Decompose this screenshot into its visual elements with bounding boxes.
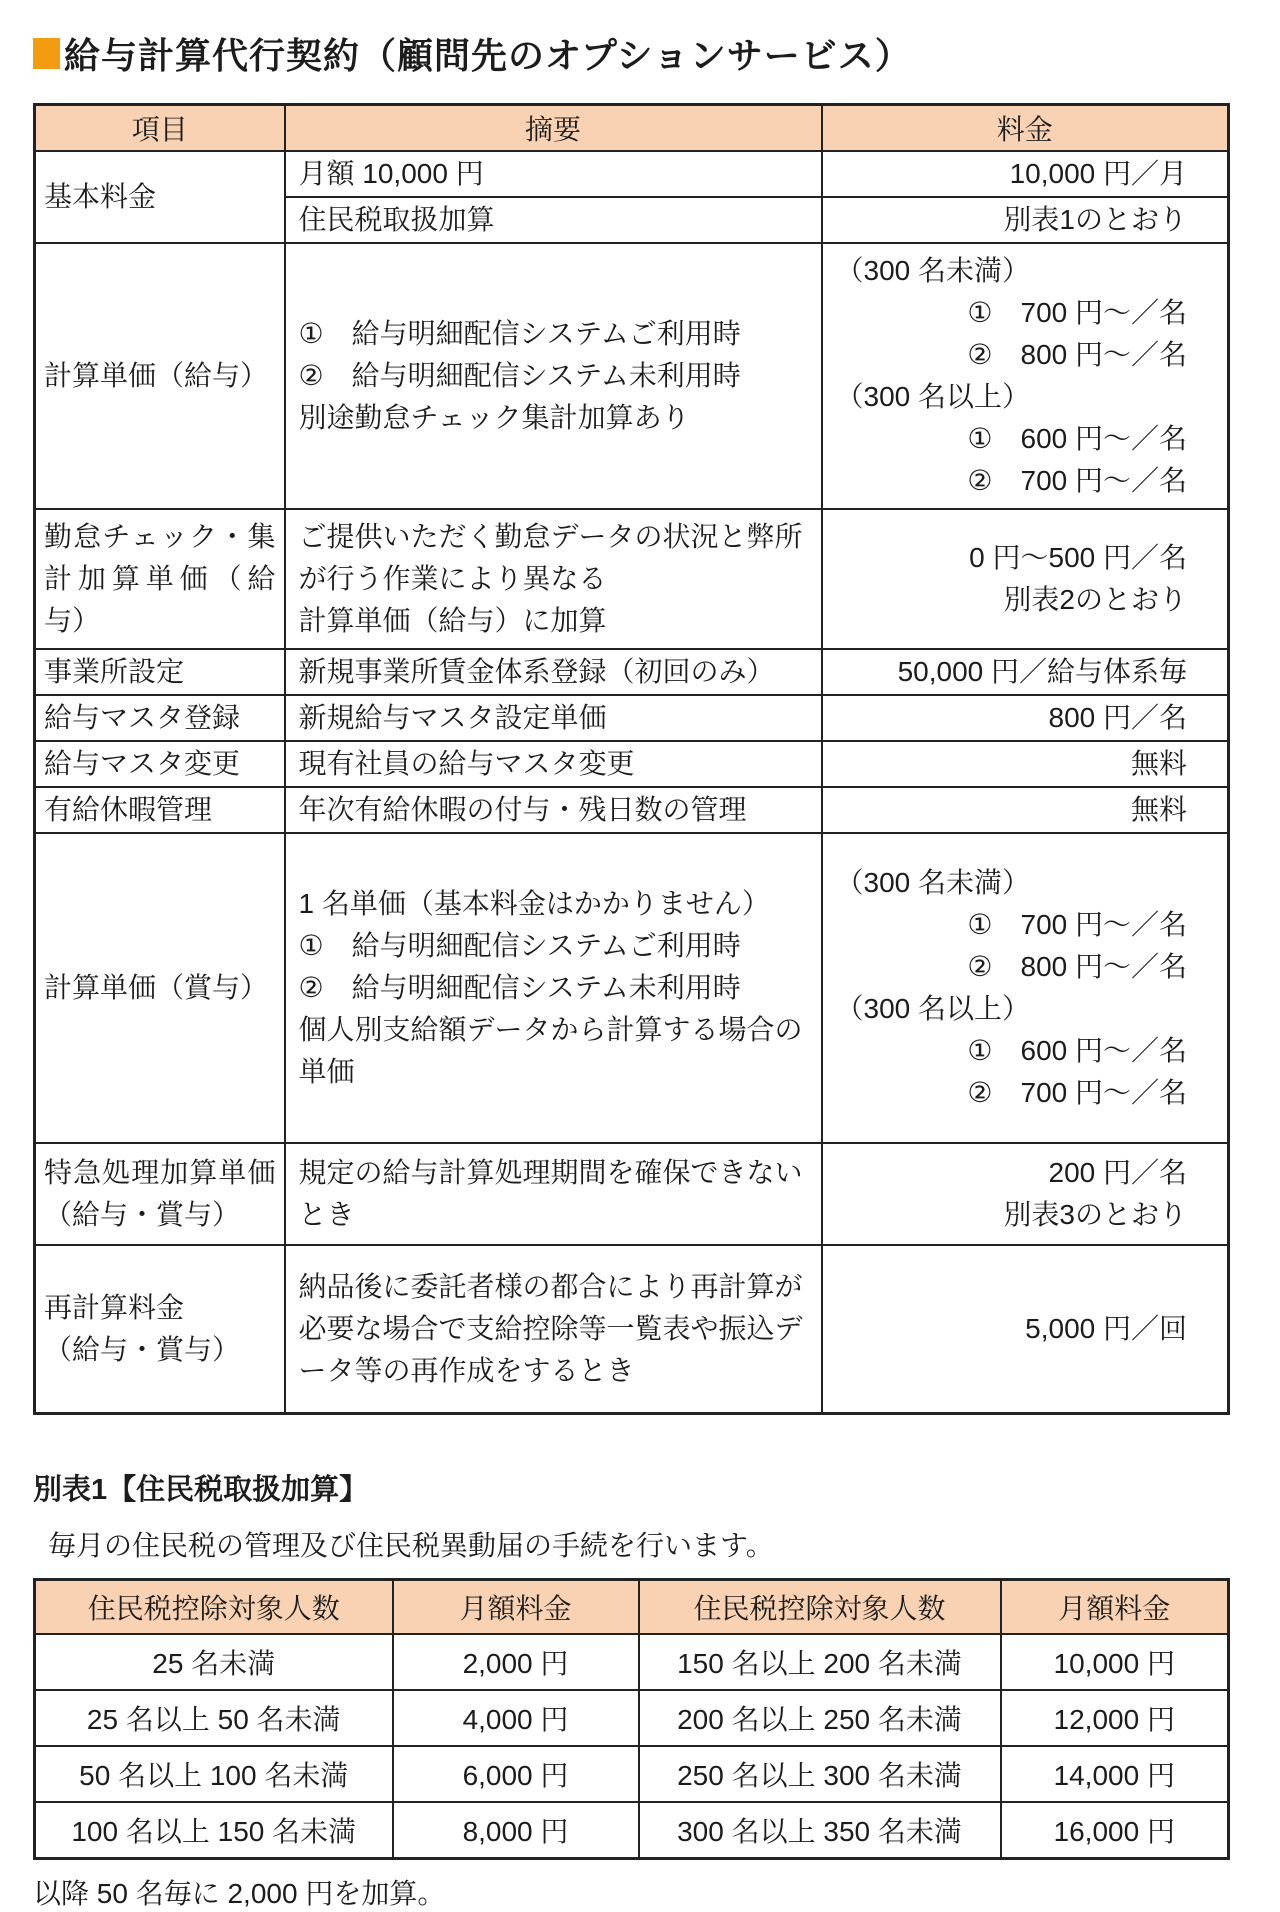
item-cell: 給与マスタ変更 [35, 741, 285, 787]
row-payroll-master-change [35, 741, 1229, 787]
col-header-summary: 摘要 [285, 105, 822, 152]
fee-line: ② 700 円〜／名 [967, 465, 1187, 496]
fee-cell: 別表1のとおり [822, 197, 1229, 243]
appendix1-table [33, 1578, 1230, 1860]
desc-cell: 規定の給与計算処理期間を確保できないとき [285, 1143, 822, 1245]
desc-cell [285, 509, 822, 649]
desc-line: 個人別支給額データから計算する場合の単価 [298, 1014, 803, 1087]
item-cell: 勤怠チェック・集計加算単価（給与） [35, 509, 285, 649]
desc-line: ② 給与明細配信システム未利用時 [298, 360, 741, 391]
item-cell [35, 1245, 285, 1414]
row-paid-leave-management [35, 787, 1229, 833]
item-cell: 特急処理加算単価（給与・賞与） [35, 1143, 285, 1245]
cell-fee: 6,000 円 [393, 1746, 639, 1802]
page-title-text: 給与計算代行契約（顧問先のオプションサービス） [64, 35, 912, 76]
fee-line: ① 600 円〜／名 [967, 1035, 1187, 1066]
row-calc-unit-salary [35, 243, 1229, 509]
table-row [35, 1802, 1229, 1859]
fee-cell: 50,000 円／給与体系毎 [822, 649, 1229, 695]
table-row [35, 1746, 1229, 1802]
row-recalculation-fee [35, 1245, 1229, 1414]
fee-line: 別表2のとおり [1003, 584, 1187, 615]
appendix1-footnote: 以降 50 名毎に 2,000 円を加算。 [33, 1878, 446, 1909]
cell-fee: 12,000 円 [1001, 1690, 1229, 1746]
fee-line: 0 円〜500 円／名 [969, 542, 1187, 573]
desc-cell: 新規事業所賃金体系登録（初回のみ） [285, 649, 822, 695]
fee-line: （300 名未満） [835, 255, 1030, 286]
item-cell: 有給休暇管理 [35, 787, 285, 833]
cell-count-range: 150 名以上 200 名未満 [639, 1634, 1001, 1690]
col-header-resident-tax-count-2: 住民税控除対象人数 [639, 1580, 1001, 1635]
pricing-table-header-row [35, 105, 1229, 152]
desc-cell: 納品後に委託者様の都合により再計算が必要な場合で支給控除等一覧表や振込データ等の再作成をするとき [285, 1245, 822, 1414]
cell-fee: 14,000 円 [1001, 1746, 1229, 1802]
item-cell: 計算単価（給与） [35, 243, 285, 509]
cell-count-range: 25 名未満 [35, 1634, 393, 1690]
fee-line: ① 600 円〜／名 [967, 423, 1187, 454]
col-header-fee: 料金 [822, 105, 1229, 152]
desc-line: 1 名単価（基本料金はかかりません） [298, 888, 770, 919]
cell-count-range: 250 名以上 300 名未満 [639, 1746, 1001, 1802]
fee-cell [822, 1143, 1229, 1245]
fee-cell [822, 833, 1229, 1143]
appendix1-heading: 別表1【住民税取扱加算】 [33, 1474, 369, 1506]
fee-line: （300 名未満） [835, 867, 1030, 898]
item-cell: 給与マスタ登録 [35, 695, 285, 741]
row-office-setup [35, 649, 1229, 695]
row-payroll-master-registration [35, 695, 1229, 741]
desc-cell: 住民税取扱加算 [285, 197, 822, 243]
item-cell: 基本料金 [35, 151, 285, 243]
cell-count-range: 50 名以上 100 名未満 [35, 1746, 393, 1802]
fee-cell: 5,000 円／回 [822, 1245, 1229, 1414]
title-bullet-icon [33, 38, 60, 69]
table-row [35, 1690, 1229, 1746]
cell-fee: 16,000 円 [1001, 1802, 1229, 1859]
fee-line: （300 名以上） [835, 381, 1030, 412]
col-header-item: 項目 [35, 105, 285, 152]
fee-line: 別表3のとおり [1003, 1199, 1187, 1230]
col-header-monthly-fee-2: 月額料金 [1001, 1580, 1229, 1635]
row-calc-unit-bonus [35, 833, 1229, 1143]
desc-line: 計算単価（給与）に加算 [298, 605, 607, 636]
item-cell: 計算単価（賞与） [35, 833, 285, 1143]
desc-cell [285, 243, 822, 509]
desc-line: ご提供いただく勤怠データの状況と弊所が行う作業により異なる [298, 521, 803, 594]
cell-count-range: 100 名以上 150 名未満 [35, 1802, 393, 1859]
desc-line: ② 給与明細配信システム未利用時 [298, 972, 741, 1003]
page-title [33, 28, 1227, 79]
item-line: （給与・賞与） [44, 1334, 241, 1365]
desc-cell: 月額 10,000 円 [285, 151, 822, 197]
appendix1-header-row [35, 1580, 1229, 1635]
fee-line: ② 800 円〜／名 [967, 951, 1187, 982]
desc-cell: 年次有給休暇の付与・残日数の管理 [285, 787, 822, 833]
col-header-resident-tax-count-1: 住民税控除対象人数 [35, 1580, 393, 1635]
col-header-monthly-fee-1: 月額料金 [393, 1580, 639, 1635]
cell-fee: 8,000 円 [393, 1802, 639, 1859]
fee-line: ① 700 円〜／名 [967, 909, 1187, 940]
desc-line: 別途勤怠チェック集計加算あり [298, 402, 690, 433]
cell-fee: 10,000 円 [1001, 1634, 1229, 1690]
fee-line: ① 700 円〜／名 [967, 297, 1187, 328]
table-row [35, 1634, 1229, 1690]
desc-line: ① 給与明細配信システムご利用時 [298, 318, 741, 349]
fee-cell: 800 円／名 [822, 695, 1229, 741]
fee-line: （300 名以上） [835, 993, 1030, 1024]
desc-cell: 現有社員の給与マスタ変更 [285, 741, 822, 787]
cell-count-range: 25 名以上 50 名未満 [35, 1690, 393, 1746]
row-basic-fee [35, 151, 1229, 197]
fee-line: ② 700 円〜／名 [967, 1077, 1187, 1108]
appendix1-note: 毎月の住民税の管理及び住民税異動届の手続を行います。 [48, 1530, 774, 1561]
fee-cell: 10,000 円／月 [822, 151, 1229, 197]
pricing-table [33, 103, 1230, 1415]
fee-cell [822, 509, 1229, 649]
fee-cell: 無料 [822, 741, 1229, 787]
fee-cell: 無料 [822, 787, 1229, 833]
fee-line: 200 円／名 [1048, 1157, 1187, 1188]
cell-count-range: 300 名以上 350 名未満 [639, 1802, 1001, 1859]
desc-cell [285, 833, 822, 1143]
row-express-surcharge [35, 1143, 1229, 1245]
fee-cell [822, 243, 1229, 509]
item-line: 再計算料金 [44, 1292, 185, 1323]
cell-fee: 4,000 円 [393, 1690, 639, 1746]
cell-count-range: 200 名以上 250 名未満 [639, 1690, 1001, 1746]
cell-fee: 2,000 円 [393, 1634, 639, 1690]
row-attendance-check-surcharge [35, 509, 1229, 649]
item-cell: 事業所設定 [35, 649, 285, 695]
fee-line: ② 800 円〜／名 [967, 339, 1187, 370]
desc-cell: 新規給与マスタ設定単価 [285, 695, 822, 741]
desc-line: ① 給与明細配信システムご利用時 [298, 930, 741, 961]
